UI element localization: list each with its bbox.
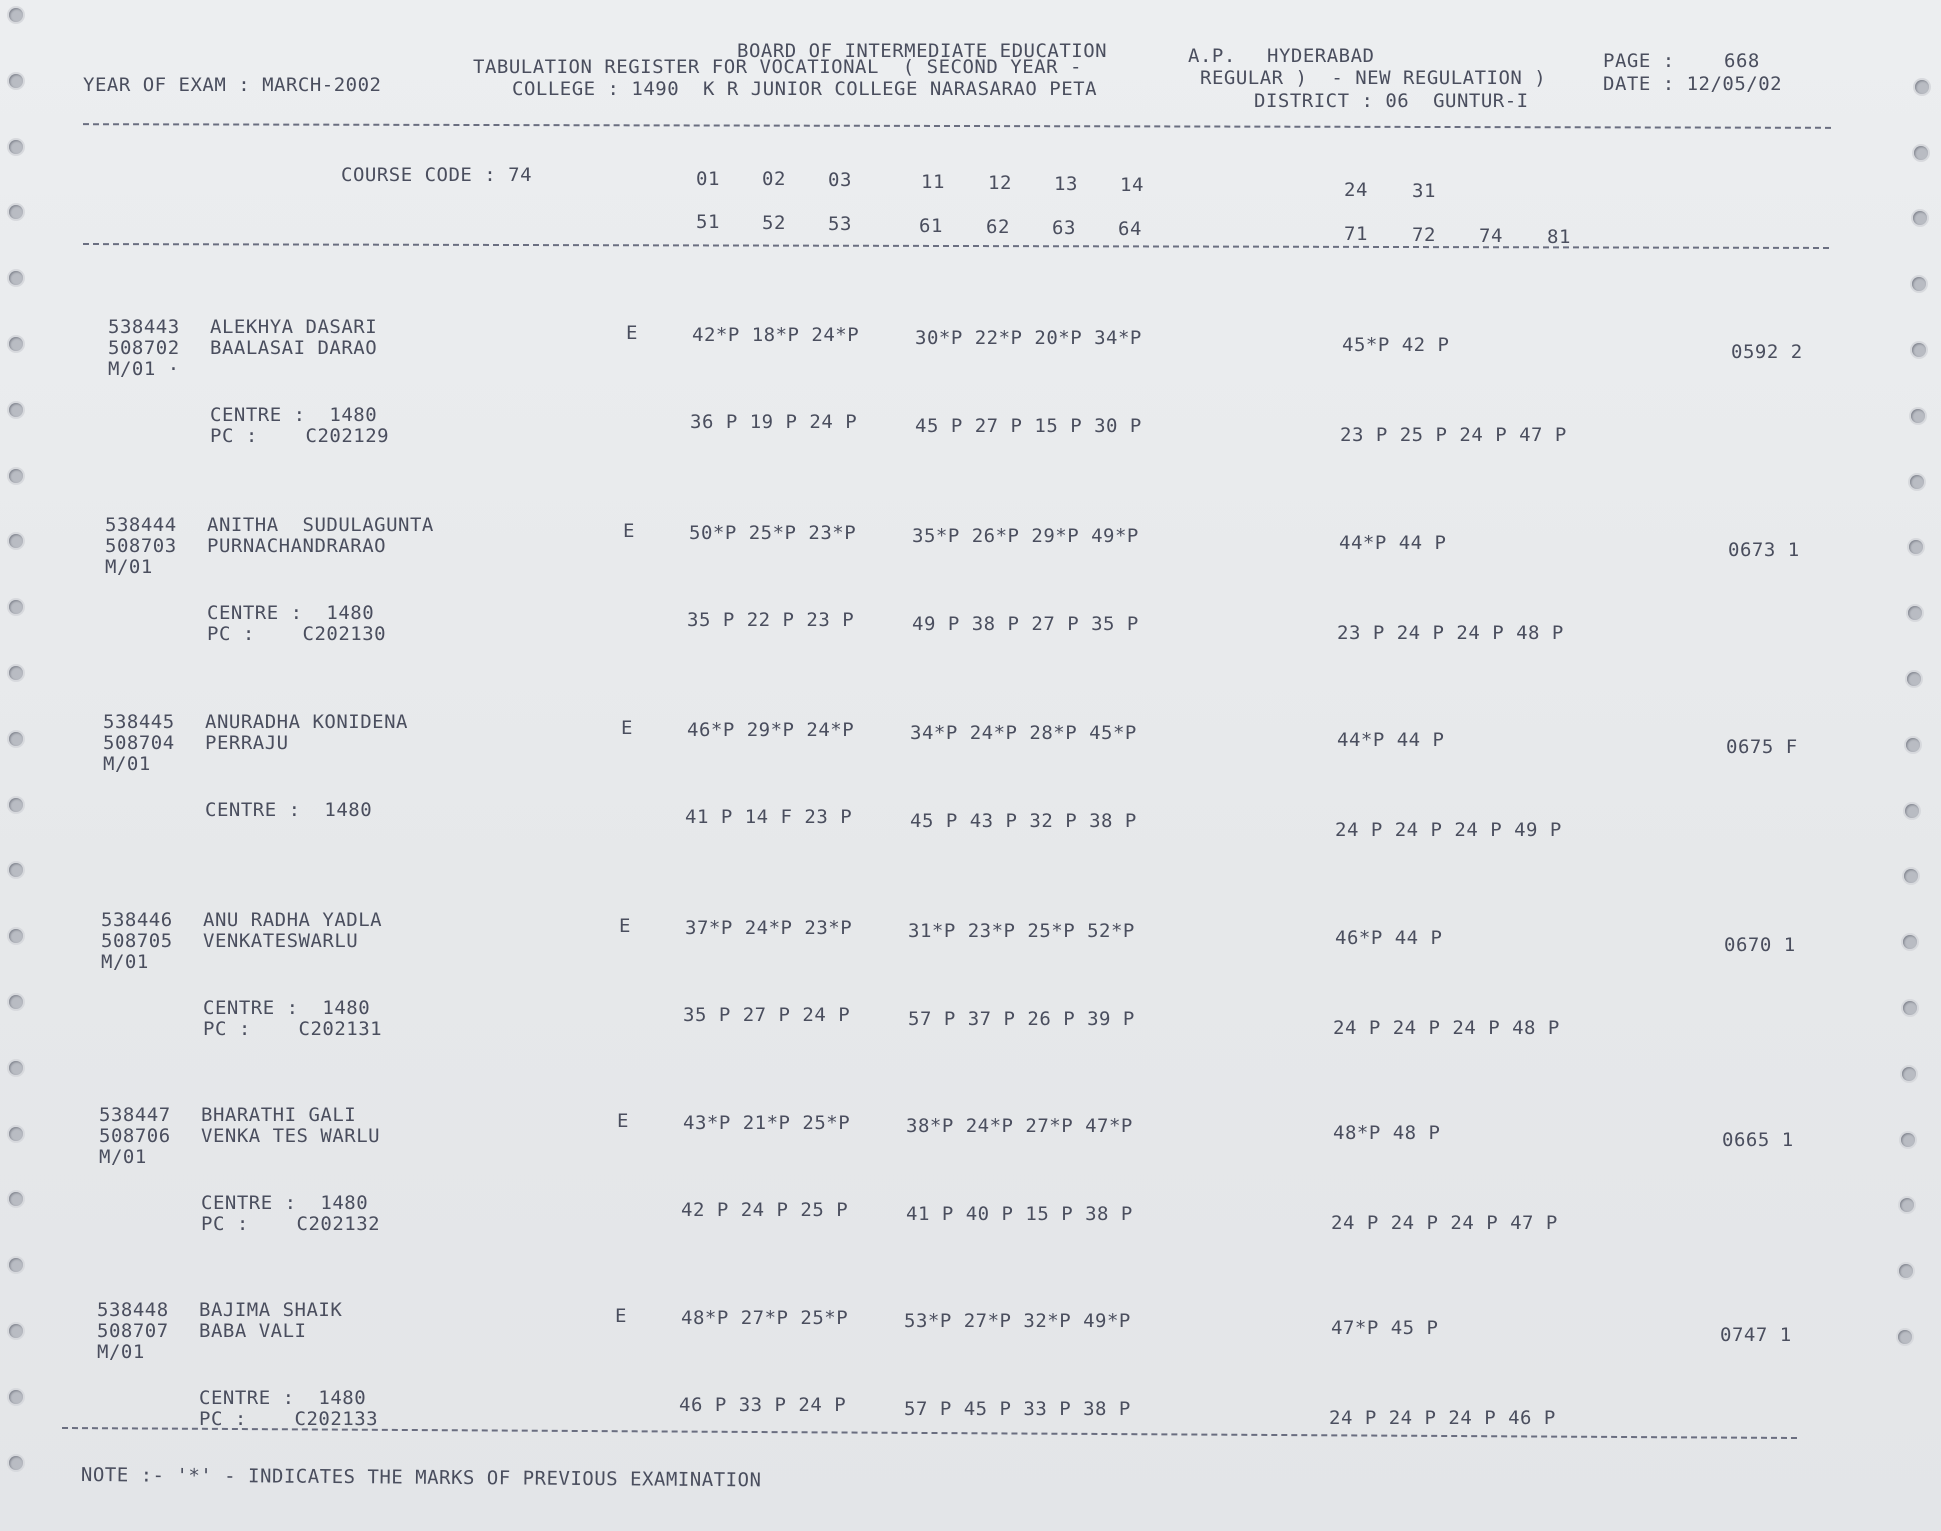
feed-hole [1901, 1133, 1915, 1147]
state-abbrev: A.P. [1188, 45, 1236, 67]
centre-code: CENTRE : 1480 [205, 799, 373, 821]
exam-flag: E [626, 322, 638, 344]
subject-code: 74 [1479, 225, 1503, 247]
feed-hole [1899, 1264, 1913, 1278]
feed-hole [9, 1258, 23, 1272]
marks-current-group-b: 49 P 38 P 27 P 35 P [912, 613, 1139, 635]
subject-code: 71 [1344, 223, 1368, 245]
feed-hole [1910, 475, 1924, 489]
marks-previous-group-b: 35*P 26*P 29*P 49*P [912, 525, 1139, 547]
marks-previous-group-b: 31*P 23*P 25*P 52*P [908, 920, 1135, 942]
page-label: PAGE : [1603, 50, 1675, 72]
pc-code: PC : C202133 [199, 1408, 379, 1430]
feed-hole [9, 205, 23, 219]
college-line: COLLEGE : 1490 K R JUNIOR COLLEGE NARASARAO PETA [512, 78, 1098, 100]
student-name: BAJIMA SHAIK [199, 1299, 343, 1321]
feed-hole [9, 666, 23, 680]
feed-hole [1913, 211, 1927, 225]
regulation-line: REGULAR ) - NEW REGULATION ) [1200, 67, 1547, 89]
marks-previous-group-a: 48*P 27*P 25*P [681, 1307, 849, 1329]
grand-total-result: 0665 1 [1722, 1129, 1794, 1151]
feed-hole [9, 271, 23, 285]
pc-code: PC : C202131 [203, 1018, 383, 1040]
marks-current-group-a: 35 P 27 P 24 P [683, 1004, 851, 1026]
feed-hole [1906, 738, 1920, 752]
board-title: BOARD OF INTERMEDIATE EDUCATION [737, 40, 1108, 62]
feed-hole [1903, 1001, 1917, 1015]
marks-current-group-b: 57 P 37 P 26 P 39 P [908, 1008, 1135, 1030]
marks-previous-group-c: 44*P 44 P [1339, 532, 1447, 554]
marks-current-group-a: 35 P 22 P 23 P [687, 609, 855, 631]
subject-code: 64 [1118, 218, 1142, 240]
medium-code: M/01 [97, 1341, 145, 1363]
parent-name: PERRAJU [205, 732, 289, 754]
student-name: BHARATHI GALI [201, 1104, 357, 1126]
parent-name: BAALASAI DARAO [210, 337, 378, 359]
registration-number: 508707 [97, 1320, 169, 1342]
subject-code: 11 [921, 171, 945, 193]
year-of-exam: YEAR OF EXAM : MARCH-2002 [83, 74, 382, 96]
marks-current-group-c: 24 P 24 P 24 P 46 P [1329, 1407, 1556, 1429]
feed-hole [1912, 277, 1926, 291]
student-name: ALEKHYA DASARI [210, 316, 378, 338]
subject-code: 03 [828, 169, 852, 191]
feed-hole [1900, 1198, 1914, 1212]
feed-hole [1898, 1330, 1912, 1344]
city-name: HYDERABAD [1267, 45, 1375, 67]
feed-hole [1907, 672, 1921, 686]
parent-name: PURNACHANDRARAO [207, 535, 387, 557]
subject-code: 62 [986, 216, 1010, 238]
subject-code: 02 [762, 168, 786, 190]
medium-code: M/01 · [108, 358, 180, 380]
pc-code: PC : C202132 [201, 1213, 381, 1235]
marks-current-group-c: 24 P 24 P 24 P 47 P [1331, 1212, 1558, 1234]
centre-code: CENTRE : 1480 [210, 404, 378, 426]
parent-name: VENKA TES WARLU [201, 1125, 381, 1147]
grand-total-result: 0747 1 [1720, 1324, 1792, 1346]
marks-current-group-b: 57 P 45 P 33 P 38 P [904, 1398, 1131, 1420]
course-code: COURSE CODE : 74 [341, 164, 533, 186]
medium-code: M/01 [105, 556, 153, 578]
roll-number: 538443 [108, 316, 180, 338]
feed-hole [9, 1061, 23, 1075]
feed-hole [9, 1192, 23, 1206]
marks-previous-group-c: 45*P 42 P [1342, 334, 1450, 356]
grand-total-result: 0675 F [1726, 736, 1798, 758]
subject-code: 14 [1120, 174, 1144, 196]
subject-code: 13 [1054, 173, 1078, 195]
medium-code: M/01 [103, 753, 151, 775]
marks-current-group-c: 23 P 24 P 24 P 48 P [1337, 622, 1564, 644]
feed-hole [9, 1390, 23, 1404]
feed-hole [9, 863, 23, 877]
feed-hole [9, 140, 23, 154]
feed-hole [9, 798, 23, 812]
medium-code: M/01 [101, 951, 149, 973]
marks-previous-group-b: 30*P 22*P 20*P 34*P [915, 327, 1142, 349]
parent-name: VENKATESWARLU [203, 930, 359, 952]
registration-number: 508703 [105, 535, 177, 557]
marks-current-group-b: 45 P 27 P 15 P 30 P [915, 415, 1142, 437]
registration-number: 508704 [103, 732, 175, 754]
parent-name: BABA VALI [199, 1320, 307, 1342]
registration-number: 508702 [108, 337, 180, 359]
feed-hole [1911, 409, 1925, 423]
marks-previous-group-a: 46*P 29*P 24*P [687, 719, 855, 741]
subject-code: 52 [762, 212, 786, 234]
subject-code: 53 [828, 213, 852, 235]
marks-previous-group-a: 50*P 25*P 23*P [689, 522, 857, 544]
subject-code: 31 [1412, 180, 1436, 202]
feed-hole [9, 469, 23, 483]
centre-code: CENTRE : 1480 [203, 997, 371, 1019]
marks-current-group-a: 41 P 14 F 23 P [685, 806, 853, 828]
feed-hole [9, 1324, 23, 1338]
subject-code: 51 [696, 211, 720, 233]
marks-previous-group-a: 43*P 21*P 25*P [683, 1112, 851, 1134]
exam-flag: E [623, 520, 635, 542]
roll-number: 538446 [101, 909, 173, 931]
feed-hole [1909, 540, 1923, 554]
footer-note: NOTE :- '*' - INDICATES THE MARKS OF PREVIOUS EXAMINATION [80, 1464, 762, 1492]
registration-number: 508706 [99, 1125, 171, 1147]
page-number: 668 [1724, 50, 1760, 72]
marks-previous-group-a: 37*P 24*P 23*P [685, 917, 853, 939]
exam-flag: E [621, 717, 633, 739]
district-line: DISTRICT : 06 GUNTUR-I [1254, 90, 1529, 112]
marks-previous-group-c: 47*P 45 P [1331, 1317, 1439, 1339]
feed-hole [9, 8, 23, 22]
feed-hole [9, 1456, 23, 1470]
registration-number: 508705 [101, 930, 173, 952]
student-name: ANITHA SUDULAGUNTA [207, 514, 434, 536]
marks-current-group-b: 45 P 43 P 32 P 38 P [910, 810, 1137, 832]
subject-code: 63 [1052, 217, 1076, 239]
marks-previous-group-b: 34*P 24*P 28*P 45*P [910, 722, 1137, 744]
marks-current-group-c: 24 P 24 P 24 P 49 P [1335, 819, 1562, 841]
marks-previous-group-c: 48*P 48 P [1333, 1122, 1441, 1144]
exam-flag: E [615, 1305, 627, 1327]
feed-hole [9, 732, 23, 746]
student-name: ANURADHA KONIDENA [205, 711, 408, 733]
subject-code: 01 [696, 168, 720, 190]
student-name: ANU RADHA YADLA [203, 909, 383, 931]
grand-total-result: 0673 1 [1728, 539, 1800, 561]
feed-hole [9, 337, 23, 351]
feed-hole [1902, 1067, 1916, 1081]
feed-hole [9, 995, 23, 1009]
feed-hole [1905, 804, 1919, 818]
roll-number: 538447 [99, 1104, 171, 1126]
marks-previous-group-c: 44*P 44 P [1337, 729, 1445, 751]
print-date: DATE : 12/05/02 [1603, 73, 1783, 95]
marks-current-group-b: 41 P 40 P 15 P 38 P [906, 1203, 1133, 1225]
subject-code: 72 [1412, 224, 1436, 246]
feed-hole [1904, 869, 1918, 883]
roll-number: 538445 [103, 711, 175, 733]
roll-number: 538448 [97, 1299, 169, 1321]
grand-total-result: 0592 2 [1731, 341, 1803, 363]
marks-previous-group-a: 42*P 18*P 24*P [692, 324, 860, 346]
feed-hole [9, 74, 23, 88]
marks-previous-group-b: 38*P 24*P 27*P 47*P [906, 1115, 1133, 1137]
marks-current-group-a: 36 P 19 P 24 P [690, 411, 858, 433]
medium-code: M/01 [99, 1146, 147, 1168]
grand-total-result: 0670 1 [1724, 934, 1796, 956]
feed-hole [9, 534, 23, 548]
feed-hole [9, 403, 23, 417]
pc-code: PC : C202130 [207, 623, 387, 645]
subject-code: 81 [1547, 226, 1571, 248]
marks-current-group-a: 46 P 33 P 24 P [679, 1394, 847, 1416]
subject-code: 12 [988, 172, 1012, 194]
centre-code: CENTRE : 1480 [199, 1387, 367, 1409]
pc-code: PC : C202129 [210, 425, 390, 447]
feed-hole [1908, 606, 1922, 620]
feed-hole [9, 929, 23, 943]
feed-hole [9, 600, 23, 614]
header-divider [83, 123, 1831, 129]
feed-hole [1903, 935, 1917, 949]
marks-current-group-c: 23 P 25 P 24 P 47 P [1340, 424, 1567, 446]
feed-hole [1914, 146, 1928, 160]
marks-current-group-c: 24 P 24 P 24 P 48 P [1333, 1017, 1560, 1039]
marks-previous-group-b: 53*P 27*P 32*P 49*P [904, 1310, 1131, 1332]
roll-number: 538444 [105, 514, 177, 536]
marks-current-group-a: 42 P 24 P 25 P [681, 1199, 849, 1221]
feed-hole [1915, 80, 1929, 94]
centre-code: CENTRE : 1480 [201, 1192, 369, 1214]
exam-flag: E [619, 915, 631, 937]
exam-flag: E [617, 1110, 629, 1132]
feed-hole [1912, 343, 1926, 357]
subject-code: 24 [1344, 179, 1368, 201]
marks-previous-group-c: 46*P 44 P [1335, 927, 1443, 949]
register-title: TABULATION REGISTER FOR VOCATIONAL ( SECOND YEAR - [473, 56, 1082, 78]
subject-code: 61 [919, 215, 943, 237]
feed-hole [9, 1127, 23, 1141]
centre-code: CENTRE : 1480 [207, 602, 375, 624]
